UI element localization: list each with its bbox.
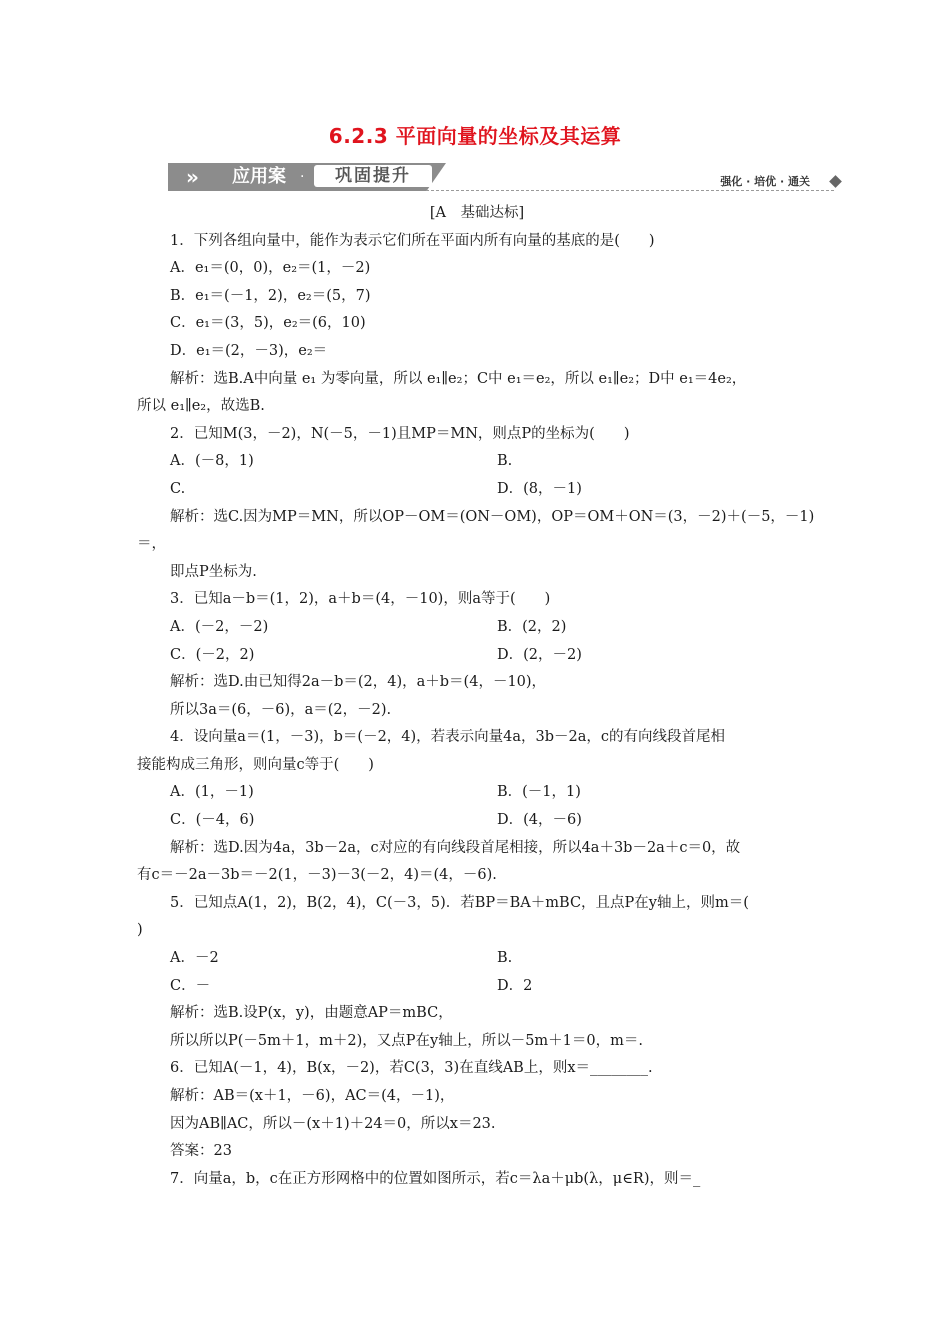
question-4: 4．设向量a＝(1，－3)，b＝(－2，4)，若表示向量4a，3b－2a，c的有向线段首尾相 — [170, 729, 726, 746]
option-row — [137, 973, 817, 1001]
banner-label: 应用案 — [232, 166, 286, 187]
option-line: A．(1，－1) — [170, 784, 254, 801]
answer-line: 答案：23 — [170, 1143, 232, 1160]
solution-line: 解析：AB＝(x＋1，－6)，AC＝(4，－1)， — [170, 1088, 455, 1104]
diamond-icon — [829, 175, 842, 188]
question-5: 5．已知点A(1，2)，B(2，4)，C(－3，5)．若BP＝BA＋mBC，且点P在y轴上，则m＝( — [170, 894, 749, 911]
option-line: B. — [497, 453, 513, 470]
option-line: A．(－2，－2) — [170, 618, 269, 635]
option-line: A．(－8，1) — [170, 453, 254, 470]
question-line: ) — [137, 922, 143, 939]
question-line: 接能构成三角形，则向量c等于( ) — [137, 756, 374, 773]
solution-line: 解析：选D.因为4a，3b－2a，c对应的有向线段首尾相接，所以4a＋3b－2a＋c＝0，故 — [170, 839, 741, 856]
question-6: 6．已知A(－1，4)，B(x，－2)，若C(3，3)在直线AB上，则x＝________. — [170, 1060, 653, 1077]
option-line: D．(8，－1) — [497, 480, 582, 497]
banner-divider — [426, 190, 834, 191]
option-line: D．(4，－6) — [497, 812, 582, 829]
option-row — [137, 779, 817, 807]
chevron-right-icon: » — [186, 165, 199, 189]
option-line: C. — [170, 480, 186, 497]
banner-dot: · — [300, 169, 305, 185]
solution-line: 解析：选B.设P(x，y)，由题意AP＝mBC， — [170, 1005, 453, 1022]
option-row — [137, 614, 817, 642]
solution-line: 所以3a＝(6，－6)，a＝(2，－2). — [170, 701, 392, 718]
banner-box — [314, 165, 432, 187]
page-title: 6.2.3 平面向量的坐标及其运算 — [328, 124, 622, 148]
option-line: D．2 — [497, 977, 533, 994]
option-row — [137, 476, 817, 504]
option-row — [137, 448, 817, 476]
option-row — [137, 945, 817, 973]
solution-line: 解析：选C.因为MP＝MN，所以OP－OM＝(ON－OM)，OP＝OM＋ON＝(3，－2)＋(－5，－1) — [170, 508, 815, 525]
option-row — [137, 642, 817, 670]
solution-line: 即点P坐标为. — [170, 563, 257, 580]
option-line: D．e₁＝(2，－3)，e₂＝ — [170, 342, 328, 359]
solution-line: 因为AB∥AC，所以－(x＋1)＋24＝0，所以x＝23. — [170, 1115, 496, 1132]
option-line: C．－ — [170, 977, 211, 994]
section-banner — [168, 163, 840, 193]
document-body — [137, 200, 817, 1193]
option-line: B．(－1，1) — [497, 784, 581, 801]
solution-line: 有c＝－2a－3b＝－2(1，－3)－3(－2，4)＝(4，－6). — [137, 867, 497, 884]
solution-line: 所以所以P(－5m＋1，m＋2)，又点P在y轴上，所以－5m＋1＝0，m＝. — [170, 1032, 643, 1049]
section-heading: [A 基础达标] — [429, 205, 525, 221]
option-line: A．e₁＝(0，0)，e₂＝(1，－2) — [170, 260, 371, 277]
option-line: D．(2，－2) — [497, 646, 582, 663]
solution-line: 解析：选B.A中向量 e₁ 为零向量，所以 e₁∥e₂；C中 e₁＝e₂，所以 e₁∥e₂；D中 e₁＝4e₂， — [170, 370, 747, 387]
option-line: C．(－2，2) — [170, 646, 255, 663]
question-7: 7．向量a，b，c在正方形网格中的位置如图所示，若c＝λa＋μb(λ，μ∈R)，则＝_ — [170, 1170, 701, 1187]
option-line: A．－2 — [170, 950, 219, 967]
option-line: B．(2，2) — [497, 618, 567, 635]
option-line: C．(－4，6) — [170, 812, 255, 829]
option-line: B．e₁＝(－1，2)，e₂＝(5，7) — [170, 287, 371, 304]
solution-line: 所以 e₁∥e₂，故选B. — [137, 398, 265, 415]
banner-box-label: 巩固提升 — [335, 166, 411, 186]
solution-line: 解析：选D.由已知得2a－b＝(2，4)，a＋b＝(4，－10)， — [170, 674, 547, 691]
question-3: 3．已知a－b＝(1，2)，a＋b＝(4，－10)，则a等于( ) — [170, 591, 551, 608]
banner-tagline: 强化 · 培优 · 通关 — [720, 175, 810, 188]
question-1: 1．下列各组向量中，能作为表示它们所在平面内所有向量的基底的是( ) — [170, 232, 655, 249]
option-line: C．e₁＝(3，5)，e₂＝(6，10) — [170, 315, 366, 332]
option-row — [137, 807, 817, 835]
solution-line: ＝， — [137, 536, 166, 553]
question-2: 2．已知M(3，－2)，N(－5，－1)且MP＝MN，则点P的坐标为( ) — [170, 425, 630, 442]
option-line: B. — [497, 950, 513, 967]
